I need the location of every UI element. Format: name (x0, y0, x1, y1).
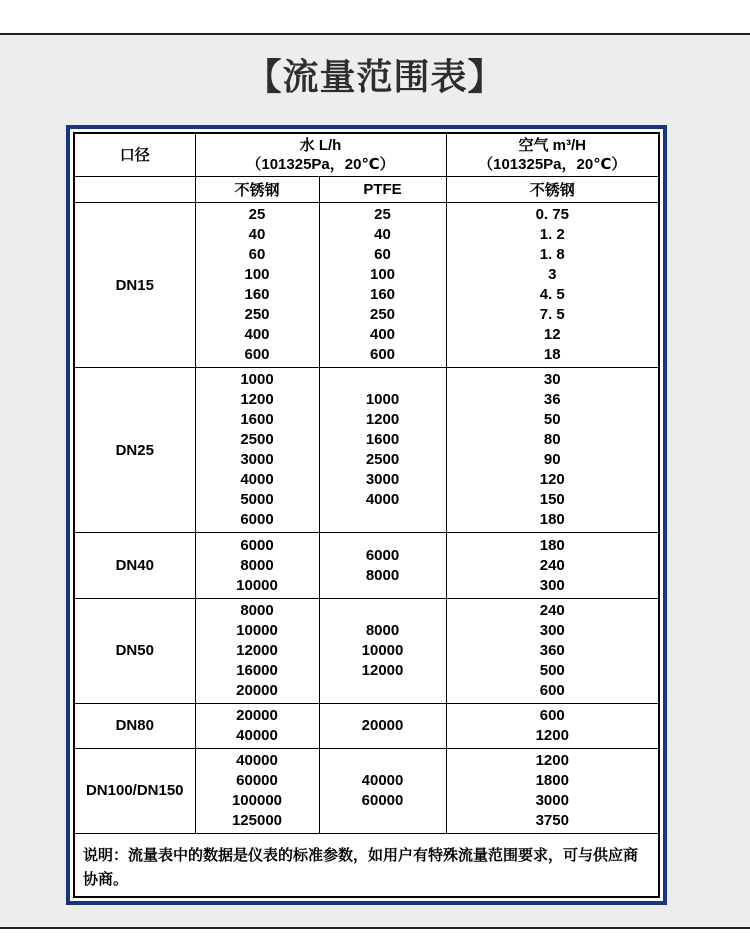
value-line: 40 (248, 226, 266, 244)
water-ptfe-cell (319, 368, 446, 533)
page-title: 【流量范围表】 (245, 56, 505, 97)
value-line: 160 (369, 286, 396, 304)
air-stainless-cell (446, 748, 659, 833)
section-divider-bottom (0, 927, 750, 929)
value-line: 1200 (535, 726, 569, 744)
diameter-cell: DN15 (74, 203, 195, 368)
diameter-cell: DN50 (74, 598, 195, 703)
value-line: 12000 (236, 641, 278, 659)
header-water (195, 133, 446, 177)
water-stainless-cell (195, 748, 319, 833)
value-line: 240 (539, 601, 565, 619)
value-line: 600 (539, 706, 565, 724)
value-line: 240 (539, 556, 565, 574)
value-line: 1200 (240, 391, 274, 409)
value-line: 60 (248, 246, 266, 264)
value-line: 16000 (236, 661, 278, 679)
diameter-cell: DN80 (74, 703, 195, 748)
value-line: 180 (539, 511, 565, 529)
value-line: 300 (539, 576, 565, 594)
value-line: 20000 (236, 706, 278, 724)
value-line: 4000 (365, 491, 400, 509)
value-line: 5000 (240, 491, 274, 509)
value-line: 8000 (365, 621, 400, 639)
value-line: 3000 (365, 471, 400, 489)
water-stainless-cell (195, 368, 319, 533)
value-line: 600 (244, 346, 270, 364)
value-line: 0. 75 (535, 206, 569, 224)
water-stainless-cell (195, 598, 319, 703)
subheader-water-stainless: 不锈钢 (195, 177, 319, 203)
value-line: 1000 (240, 371, 274, 389)
header-diameter: 口径 (74, 133, 195, 177)
value-line: 2500 (240, 431, 274, 449)
header-air (446, 133, 659, 177)
value-line: 360 (539, 641, 565, 659)
value-line: 25 (374, 206, 391, 224)
value-line: 125000 (231, 811, 283, 829)
water-ptfe-cell (319, 598, 446, 703)
water-stainless-cell (195, 533, 319, 598)
diameter-cell: DN25 (74, 368, 195, 533)
flow-range-table-frame (66, 125, 667, 905)
value-line: 150 (539, 491, 565, 509)
value-line: 300 (539, 621, 565, 639)
note-text: 说明：流量表中的数据是仪表的标准参数，如用户有特殊流量范围要求，可与供应商协商。 (74, 833, 659, 897)
value-line: 60000 (361, 791, 404, 809)
table-row (74, 748, 659, 833)
air-stainless-cell (446, 703, 659, 748)
value-line: 12 (543, 326, 561, 344)
value-line: 36 (543, 391, 561, 409)
value-line: 2500 (365, 451, 400, 469)
air-stainless-cell (446, 598, 659, 703)
header-water-title: 水 L/h (299, 137, 342, 155)
value-line: 400 (369, 326, 396, 344)
table-row (74, 533, 659, 598)
value-line: 40 (374, 226, 391, 244)
water-stainless-cell (195, 703, 319, 748)
value-line: 90 (543, 451, 561, 469)
water-ptfe-cell (319, 203, 446, 368)
table-body (74, 203, 659, 834)
note-row (74, 833, 659, 897)
value-line: 4. 5 (539, 286, 565, 304)
value-line: 100 (244, 266, 270, 284)
value-line: 600 (539, 681, 565, 699)
value-line: 10000 (236, 576, 278, 594)
value-line: 50 (543, 411, 561, 429)
value-line: 1800 (535, 771, 569, 789)
subheader-water-ptfe: PTFE (319, 177, 446, 203)
value-line: 10000 (236, 621, 278, 639)
water-ptfe-cell (319, 703, 446, 748)
value-line: 100000 (231, 791, 283, 809)
value-line: 40000 (361, 771, 404, 789)
subheader-air-stainless: 不锈钢 (446, 177, 659, 203)
value-line: 7. 5 (539, 306, 565, 324)
value-line: 1200 (535, 751, 569, 769)
value-line: 400 (244, 326, 270, 344)
value-line: 18 (543, 346, 561, 364)
value-line: 80 (543, 431, 561, 449)
table-row (74, 703, 659, 748)
header-empty-cell (74, 177, 195, 203)
value-line: 60 (374, 246, 391, 264)
value-line: 6000 (240, 511, 274, 529)
value-line: 30 (543, 371, 561, 389)
diameter-cell: DN40 (74, 533, 195, 598)
header-row-main (74, 133, 659, 177)
value-line: 1000 (365, 391, 400, 409)
header-row-sub (74, 177, 659, 203)
value-line: 1. 2 (539, 226, 565, 244)
value-line: 8000 (365, 566, 400, 584)
value-line: 180 (539, 536, 565, 554)
value-line: 3 (548, 266, 557, 284)
value-line: 3000 (535, 791, 569, 809)
value-line: 500 (539, 661, 565, 679)
value-line: 1. 8 (539, 246, 565, 264)
value-line: 4000 (240, 471, 274, 489)
water-ptfe-cell (319, 748, 446, 833)
water-ptfe-cell (319, 533, 446, 598)
air-stainless-cell (446, 533, 659, 598)
value-line: 25 (248, 206, 266, 224)
table-row (74, 368, 659, 533)
value-line: 20000 (361, 716, 404, 734)
value-line: 12000 (361, 661, 404, 679)
header-air-condition: （101325Pa，20℃） (478, 156, 627, 174)
value-line: 100 (369, 266, 396, 284)
table-row (74, 203, 659, 368)
value-line: 3000 (240, 451, 274, 469)
diameter-cell: DN100/DN150 (74, 748, 195, 833)
air-stainless-cell (446, 368, 659, 533)
value-line: 8000 (240, 556, 274, 574)
value-line: 60000 (236, 771, 278, 789)
value-line: 120 (539, 471, 565, 489)
value-line: 20000 (236, 681, 278, 699)
value-line: 6000 (240, 536, 274, 554)
value-line: 40000 (236, 751, 278, 769)
header-water-condition: （101325Pa，20℃） (246, 156, 395, 174)
value-line: 1600 (240, 411, 274, 429)
value-line: 10000 (361, 641, 404, 659)
content-area (0, 35, 750, 927)
value-line: 1600 (365, 431, 400, 449)
flow-range-table (73, 132, 660, 898)
value-line: 8000 (240, 601, 274, 619)
table-row (74, 598, 659, 703)
water-stainless-cell (195, 203, 319, 368)
value-line: 250 (369, 306, 396, 324)
value-line: 160 (244, 286, 270, 304)
value-line: 40000 (236, 726, 278, 744)
value-line: 600 (369, 346, 396, 364)
air-stainless-cell (446, 203, 659, 368)
value-line: 250 (244, 306, 270, 324)
header-air-title: 空气 m³/H (518, 137, 586, 155)
value-line: 3750 (535, 811, 569, 829)
value-line: 1200 (365, 411, 400, 429)
value-line: 6000 (365, 546, 400, 564)
